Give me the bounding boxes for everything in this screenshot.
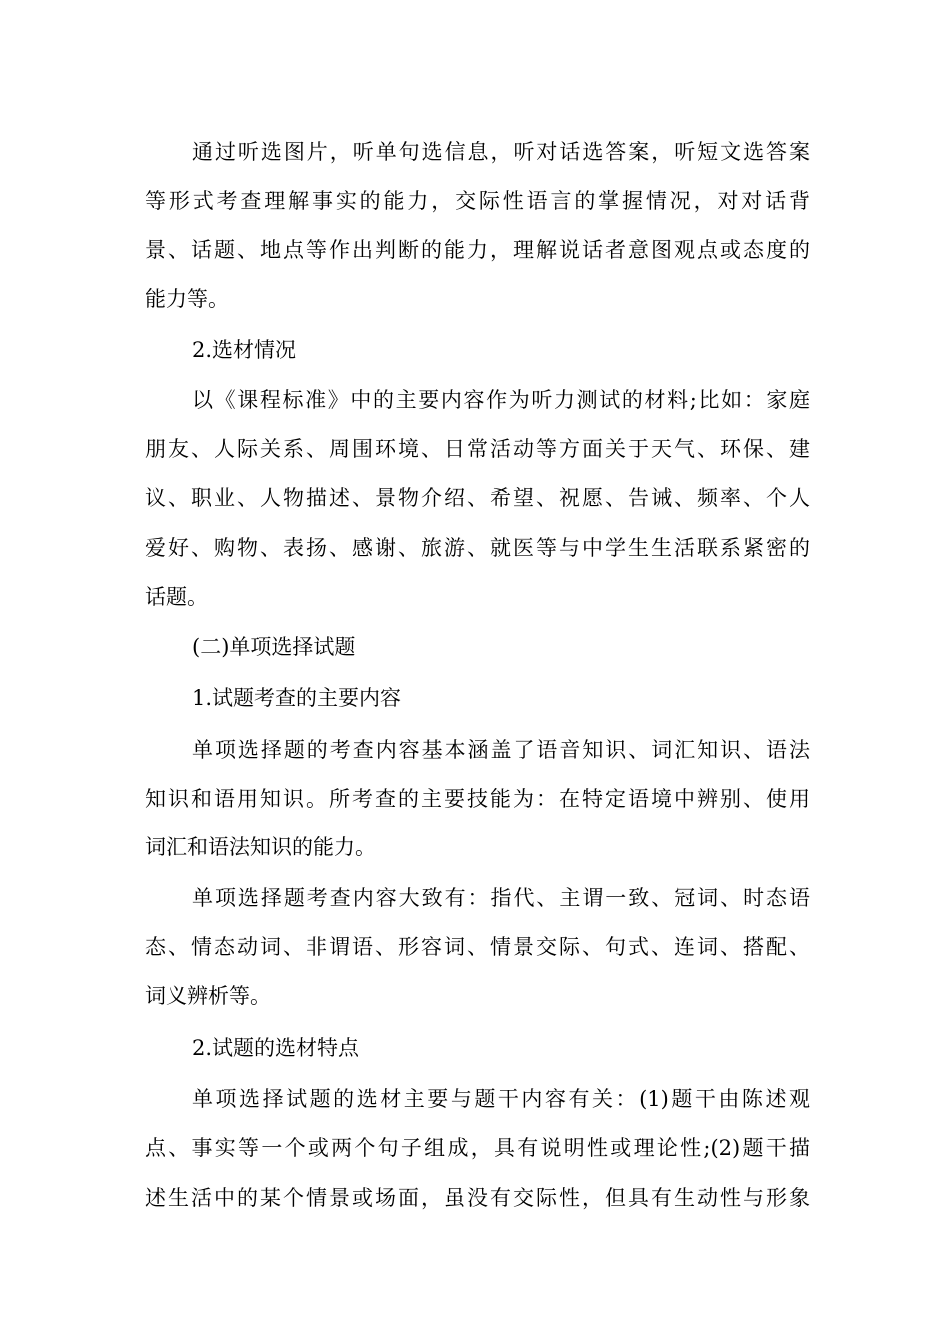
paragraph-line: 词义辨析等。 [145, 984, 271, 1008]
paragraph-line: 单项选择试题的选材主要与题干内容有关：(1)题干由陈述观 [192, 1087, 810, 1111]
paragraph-line: 知识和语用知识。所考查的主要技能为：在特定语境中辨别、使用 [145, 787, 810, 811]
section-heading: 1.试题考查的主要内容 [192, 686, 402, 710]
paragraph-line: 词汇和语法知识的能力。 [145, 835, 376, 859]
paragraph-line: 述生活中的某个情景或场面，虽没有交际性，但具有生动性与形象 [145, 1186, 810, 1210]
paragraph-line: 爱好、购物、表扬、感谢、旅游、就医等与中学生生活联系紧密的 [145, 536, 810, 560]
paragraph-line: 点、事实等一个或两个句子组成，具有说明性或理论性;(2)题干描 [145, 1136, 810, 1160]
paragraph-line: 景、话题、地点等作出判断的能力，理解说话者意图观点或态度的 [145, 238, 810, 262]
paragraph-line: 话题。 [145, 585, 208, 609]
paragraph-line: 单项选择题考查内容大致有：指代、主谓一致、冠词、时态语 [192, 886, 810, 910]
section-heading: (二)单项选择试题 [192, 635, 356, 659]
paragraph-line: 单项选择题的考查内容基本涵盖了语音知识、词汇知识、语法 [192, 738, 810, 762]
section-heading: 2.选材情况 [192, 338, 297, 362]
paragraph-line: 态、情态动词、非谓语、形容词、情景交际、句式、连词、搭配、 [145, 935, 810, 959]
paragraph-line: 等形式考查理解事实的能力，交际性语言的掌握情况，对对话背 [145, 189, 810, 213]
paragraph-line: 朋友、人际关系、周围环境、日常活动等方面关于天气、环保、建 [145, 437, 810, 461]
paragraph-line: 能力等。 [145, 287, 229, 311]
paragraph-line: 议、职业、人物描述、景物介绍、希望、祝愿、告诫、频率、个人 [145, 486, 810, 510]
paragraph-line: 通过听选图片，听单句选信息，听对话选答案，听短文选答案 [192, 140, 810, 164]
section-heading: 2.试题的选材特点 [192, 1036, 360, 1060]
paragraph-line: 以《课程标准》中的主要内容作为听力测试的材料;比如：家庭 [192, 388, 810, 412]
